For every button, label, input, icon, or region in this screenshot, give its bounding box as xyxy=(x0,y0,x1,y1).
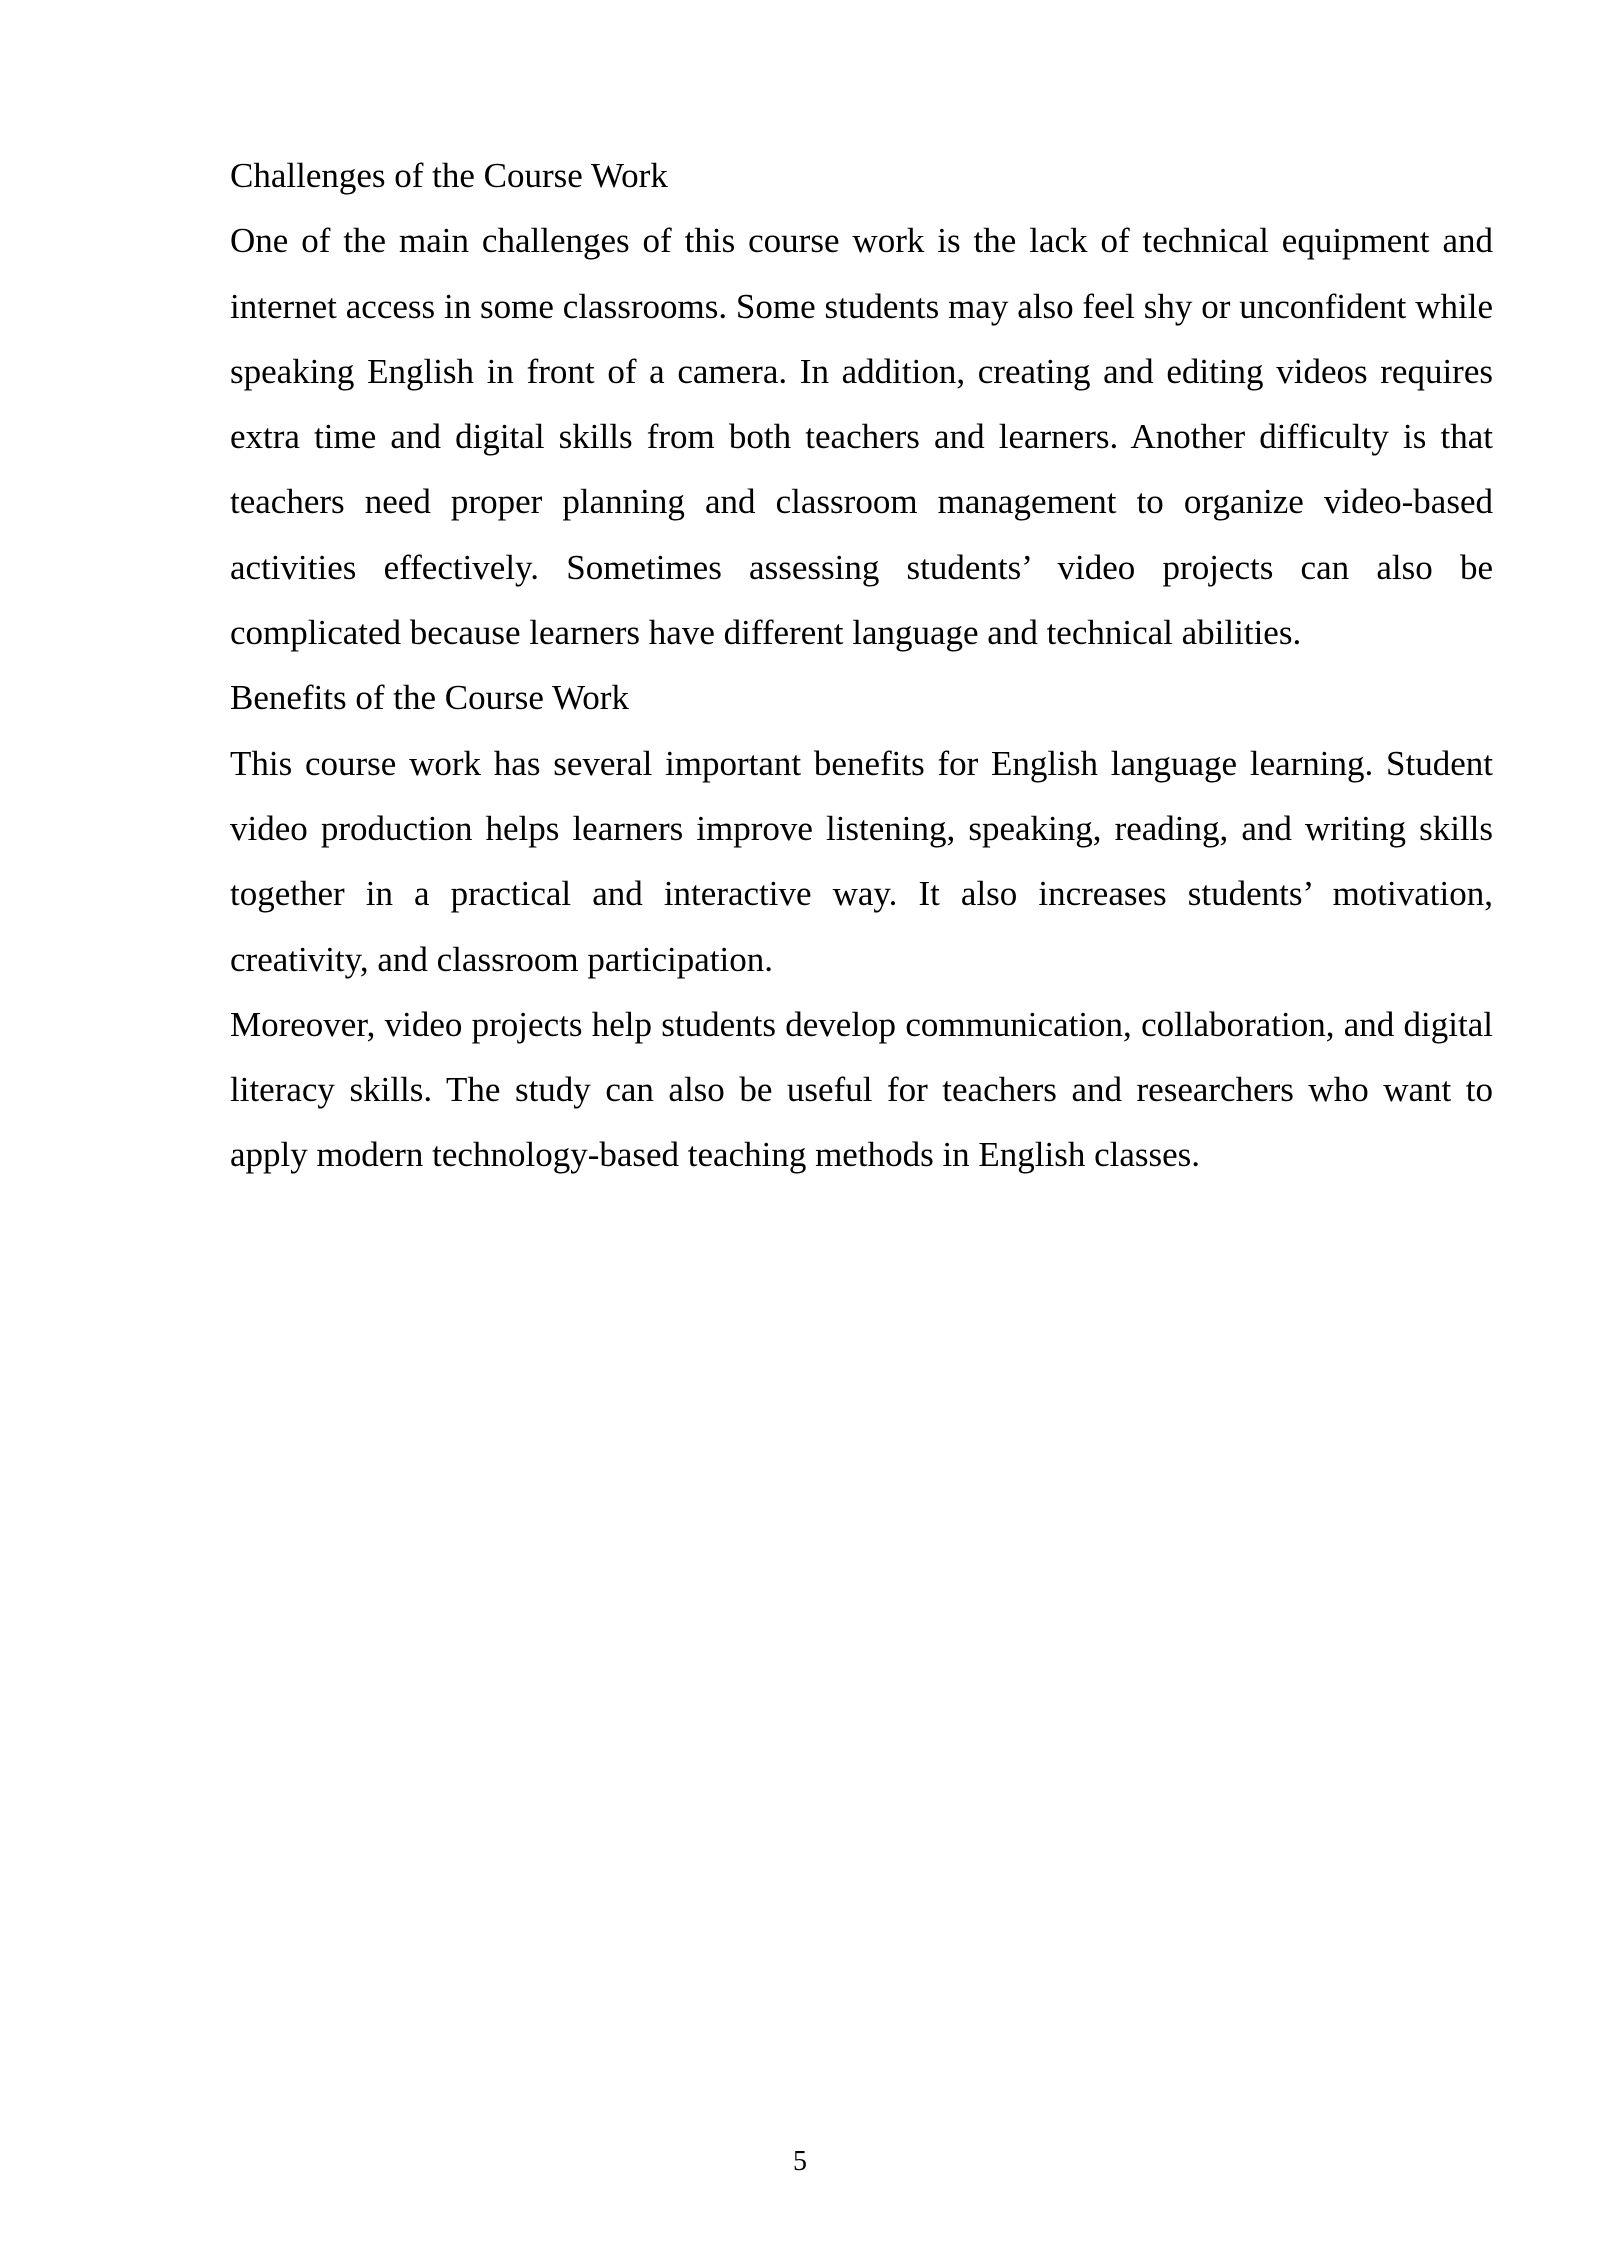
section-heading-challenges: Challenges of the Course Work xyxy=(230,156,668,195)
benefits-paragraph-1: This course work has several important benefits for English language learning. Student video production helps learners improve listening, speaking, reading, and writing skills together in a practical and interactive way. It also increases students’ motivation, creativity, and classroom participation. xyxy=(230,743,1493,979)
page-number: 5 xyxy=(793,2146,807,2177)
page-content xyxy=(230,143,1493,1188)
challenges-paragraph: One of the main challenges of this course work is the lack of technical equipment and internet access in some classrooms. Some students may also feel shy or unconfident while speaking English in front of a camera. In addition, creating and editing videos requires extra time and digital skills from both teachers and learners. Another difficulty is that teachers need proper planning and classroom management to organize video-based activities effectively. Sometimes assessing students’ video projects can also be complicated because learners have different language and technical abilities. xyxy=(230,221,1493,653)
benefits-paragraph-2: Moreover, video projects help students develop communication, collaboration, and digital literacy skills. The study can also be useful for teachers and researchers who want to apply modern technology-based teaching methods in English classes. xyxy=(230,1004,1493,1175)
section-heading-benefits: Benefits of the Course Work xyxy=(230,678,629,718)
